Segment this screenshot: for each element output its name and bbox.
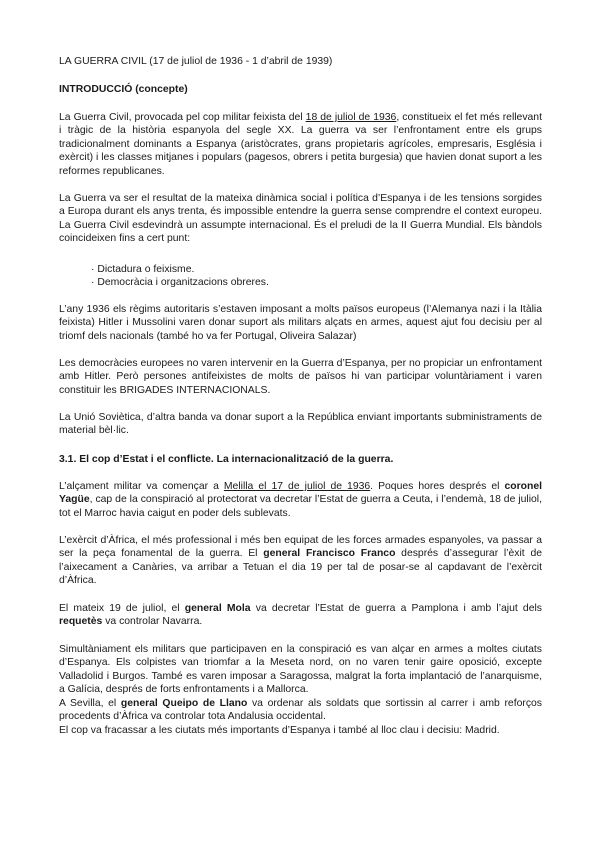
paragraph-soviet: La Unió Soviètica, d’altra banda va donar suport a la República enviant importants subministraments de material bèl·lic.: [59, 412, 542, 437]
document-title: LA GUERRA CIVIL (17 de juliol de 1936 - 1 d’abril de 1939): [59, 56, 333, 67]
paragraph-madrid: El cop va fracassar a les ciutats més importants d’Espanya i també al lloc clau i decisiu: Madrid.: [59, 725, 500, 736]
paragraph-mola: El mateix 19 de juliol, el general Mola va decretar l’Estat de guerra a Pamplona i amb l’ajut dels requetès va controlar Navarra.: [59, 603, 542, 628]
paragraph-context: La Guerra va ser el resultat de la mateixa dinàmica social i política d’Espanya i de les tensions sorgides a Europa durant els anys trenta, és impossible entendre la guerra sense comprendre el context europeu. La Guerra Civil esdevindrà un assumpte internacional. És el preludi de la II Guerra Mundial. Els bàndols coincideixen fins a cert punt:: [59, 193, 542, 245]
paragraph-sevilla: A Sevilla, el general Queipo de Llano va ordenar als soldats que sortissin al carrer i amb reforços procedents d’Àfrica va controlar tota Andalusia occidental.: [59, 698, 542, 723]
paragraph-cities: Simultàniament els militars que participaven en la conspiració es van alçar en armes a moltes ciutats d’Espanya. Els colpistes van triomfar a la Meseta nord, on no varen tenir gaire oposició, excepte Valladolid i Burgos. També es varen imposar a Saragossa, malgrat la forta implantació de l’anarquisme, a Galícia, després de forts enfrontaments i a Mallorca.: [59, 644, 542, 696]
paragraph-democracies: Les democràcies europees no varen intervenir en la Guerra d’Espanya, per no propiciar un enfrontament amb Hitler. Però persones antifeixistes de molts de països hi van participar voluntàriament i varen constituir les BRIGADES INTERNACIONALS.: [59, 358, 542, 396]
list-item: · Dictadura o feixisme.: [91, 264, 195, 275]
list-item: · Democràcia i organitzacions obreres.: [91, 277, 269, 288]
paragraph-intro: La Guerra Civil, provocada pel cop militar feixista del 18 de juliol de 1936, constitueix el fet més rellevant i tràgic de la història espanyola del segle XX. La guerra va ser l’enfrontament entre els grups tradicionalment dominants a Espanya (aristòcrates, grans propietaris agrícoles, empresaris, Església i exèrcit) i les classes mitjanes i populars (pagesos, obrers i petita burgesia) que havien donat suport a les reformes republicanes.: [59, 112, 542, 177]
intro-heading: INTRODUCCIÓ (concepte): [59, 84, 188, 95]
date-link: 18 de juliol de 1936: [305, 112, 397, 123]
paragraph-africa-army: L’exèrcit d’Àfrica, el més professional i més ben equipat de les forces armades espanyoles, va passar a ser la peça fonamental de la guerra. El general Francisco Franco després d’assegurar l’èxit de l’aixecament a Canàries, va arribar a Tetuan el dia 19 per tal de posar-se al capdavant de l’exèrcit d’Àfrica.: [59, 535, 542, 587]
section-heading: 3.1. El cop d’Estat i el conflicte. La internacionalització de la guerra.: [59, 454, 394, 465]
paragraph-regimes: L’any 1936 els règims autoritaris s’estaven imposant a molts països europeus (l’Alemanya nazi i la Itàlia feixista) Hitler i Mussolini varen donar suport als militars alçats en armes, aquest ajut fou decisiu per al triomf dels nacionals (també ho va fer Portugal, Oliveira Salazar): [59, 304, 542, 342]
paragraph-uprising: L’alçament militar va començar a Melilla el 17 de juliol de 1936. Poques hores després el coronel Yagüe, cap de la conspiració al protectorat va decretar l’Estat de guerra a Ceuta, i l’endemà, 18 de juliol, tot el Marroc havia caigut en poder dels sublevats.: [59, 481, 543, 519]
